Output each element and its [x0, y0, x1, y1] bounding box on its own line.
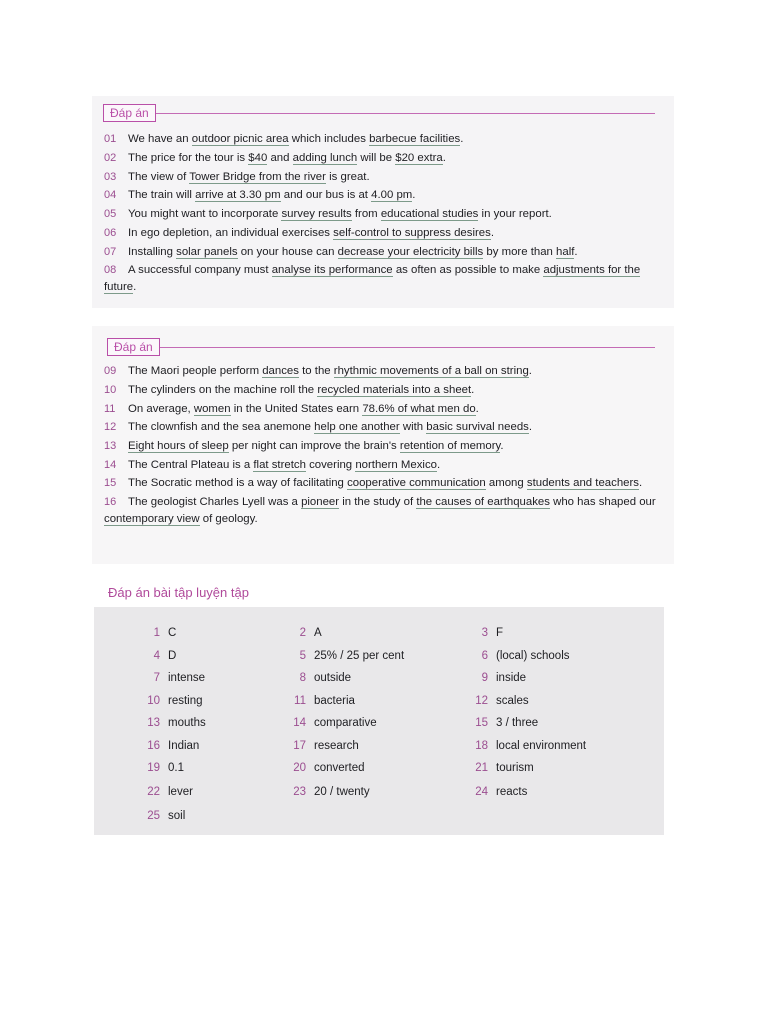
answer-number: 14: [104, 458, 117, 471]
practice-answer-text: (local) schools: [496, 650, 570, 662]
practice-answer: [134, 672, 205, 684]
sentence-text: The clownfish and the sea anemone: [128, 421, 315, 434]
section-1-heading: Đáp án: [103, 104, 156, 122]
practice-answer-text: intense: [168, 672, 206, 684]
practice-answer-number: 22: [147, 786, 160, 798]
answer-number: 02: [104, 151, 117, 164]
practice-answer-text: A: [314, 627, 322, 639]
underlined-answer: rhythmic movements of a ball on string: [333, 365, 529, 377]
section-2-heading: Đáp án: [107, 338, 160, 356]
practice-answer: [462, 627, 503, 639]
sentence-text: is great.: [325, 170, 370, 183]
sentence-text: The price for the tour is: [128, 151, 249, 164]
sentence-text: We have an: [128, 133, 192, 145]
practice-answer-number: 8: [299, 672, 306, 684]
practice-answer-number: 4: [153, 650, 160, 662]
practice-answer-text: C: [168, 627, 177, 639]
answer-item: [104, 456, 664, 475]
practice-answer: [462, 672, 526, 684]
practice-answer-number: 21: [475, 762, 488, 774]
practice-answer-text: resting: [168, 695, 203, 707]
answer-number: 10: [104, 383, 117, 396]
practice-answer-grid: [94, 607, 664, 835]
practice-answer: [134, 810, 185, 822]
answer-number: 06: [104, 226, 117, 239]
answer-number: 08: [104, 263, 117, 276]
practice-answer: [134, 717, 206, 729]
practice-answer: [280, 650, 404, 662]
sentence-text: The train will: [128, 189, 196, 202]
sentence-text: in the United States earn: [230, 402, 363, 415]
practice-answer-number: 20: [293, 762, 306, 774]
practice-answer-text: 3 / three: [496, 717, 539, 729]
sentence-text: The Central Plateau is a: [128, 458, 254, 471]
practice-answer: [462, 740, 586, 752]
practice-answer: [462, 695, 529, 707]
underlined-answer: analyse its performance: [271, 263, 393, 276]
practice-answer-text: mouths: [168, 717, 206, 729]
sentence-text: A successful company must: [128, 263, 272, 276]
underlined-answer: outdoor picnic area: [191, 133, 289, 145]
sentence-text: from: [351, 208, 381, 221]
practice-answer: [280, 672, 351, 684]
practice-answer-number: 12: [475, 695, 488, 707]
answer-number: 15: [104, 476, 117, 489]
sentence-text: of geology.: [199, 512, 258, 525]
sentence-text: .: [460, 133, 464, 145]
practice-answer: [134, 627, 176, 639]
section-1-header: [103, 104, 655, 122]
answer-number: 07: [104, 245, 117, 258]
underlined-answer: $20 extra: [395, 151, 443, 164]
sentence-text: The Socratic method is a way of facilitating: [128, 476, 348, 489]
practice-answer-text: lever: [168, 786, 193, 798]
practice-answer: [134, 695, 203, 707]
practice-answer-number: 17: [293, 740, 306, 752]
sentence-text: .: [490, 226, 494, 239]
sentence-text: on your house can: [237, 245, 338, 258]
underlined-answer: 78.6% of what men do: [362, 402, 476, 415]
underlined-answer: flat stretch: [253, 458, 306, 471]
underlined-answer: Eight hours of sleep: [128, 440, 229, 453]
underlined-answer: northern Mexico: [355, 458, 437, 471]
practice-answer-number: 6: [481, 650, 488, 662]
sentence-text: among: [485, 476, 527, 489]
underlined-answer: help one another: [314, 421, 400, 434]
answer-number: 13: [104, 440, 117, 453]
answer-item: [104, 168, 664, 187]
underlined-answer: basic survival needs: [426, 421, 529, 434]
underlined-answer: retention of memory: [399, 440, 501, 453]
practice-answer-text: soil: [168, 810, 186, 822]
sentence-text: On average,: [128, 402, 194, 415]
answer-item: [104, 243, 664, 262]
practice-answer: [462, 786, 527, 798]
practice-answer-text: local environment: [496, 740, 587, 752]
answer-item: [104, 418, 664, 437]
underlined-answer: the causes of earthquakes: [416, 495, 550, 508]
sentence-text: .: [471, 383, 475, 396]
practice-answer-number: 10: [147, 695, 160, 707]
sentence-text: .: [133, 280, 137, 293]
answer-item: [104, 149, 664, 168]
sentence-text: The Maori people perform: [128, 365, 263, 377]
underlined-answer: educational studies: [380, 208, 479, 221]
practice-answer-number: 16: [147, 740, 160, 752]
practice-answer-text: Indian: [168, 740, 200, 752]
underlined-answer: Tower Bridge from the river: [189, 170, 326, 183]
practice-answer: [134, 740, 199, 752]
sentence-text: per night can improve the brain's: [228, 440, 400, 453]
answer-item: [104, 494, 664, 528]
underlined-answer: adjustments for the future: [104, 263, 641, 293]
answer-item: [104, 130, 664, 149]
section-1-answer-list: [104, 130, 664, 298]
sentence-text: and: [267, 151, 293, 164]
underlined-answer: half: [556, 245, 575, 258]
underlined-answer: contemporary view: [104, 512, 200, 525]
sentence-text: with: [399, 421, 427, 434]
section-2-answer-list: [104, 362, 664, 530]
practice-answer: [280, 695, 355, 707]
practice-answer-number: 19: [147, 762, 160, 774]
practice-answer-text: outside: [314, 672, 352, 684]
underlined-answer: self-control to suppress desires: [333, 226, 491, 239]
practice-answer-text: inside: [496, 672, 527, 684]
practice-answer: [280, 627, 322, 639]
practice-answer-text: D: [168, 650, 177, 662]
practice-title: Đáp án bài tập luyện tập: [108, 585, 249, 600]
sentence-text: .: [500, 440, 504, 453]
answer-item: [104, 400, 664, 419]
answer-number: 12: [104, 421, 117, 434]
answer-item: [104, 186, 664, 205]
practice-answer-number: 1: [153, 627, 160, 639]
practice-answer: [280, 717, 377, 729]
answer-number: 05: [104, 208, 117, 221]
practice-answer-number: 13: [147, 717, 160, 729]
practice-answer-number: 15: [475, 717, 488, 729]
practice-answer-number: 25: [147, 810, 160, 822]
sentence-text: which includes: [288, 133, 370, 145]
sentence-text: .: [528, 421, 533, 434]
practice-answer: [462, 762, 534, 774]
underlined-answer: cooperative communication: [347, 476, 486, 489]
sentence-text: will be: [357, 151, 396, 164]
sentence-text: in the study of: [339, 495, 417, 508]
underlined-answer: barbecue facilities: [369, 133, 461, 145]
practice-answer-number: 9: [481, 672, 488, 684]
sentence-text: to the: [298, 365, 334, 377]
section-2-header: [107, 338, 655, 356]
practice-answer-number: 24: [475, 786, 488, 798]
underlined-answer: arrive at 3.30 pm: [195, 189, 281, 202]
sentence-text: .: [412, 189, 416, 202]
practice-answer-text: tourism: [496, 762, 534, 774]
practice-answer-text: converted: [314, 762, 365, 774]
answer-number: 04: [104, 189, 117, 202]
sentence-text: and our bus is at: [280, 189, 372, 202]
sentence-text: .: [475, 402, 479, 415]
sentence-text: In ego depletion, an individual exercises: [128, 226, 334, 239]
underlined-answer: survey results: [281, 208, 352, 221]
underlined-answer: $40: [248, 151, 268, 164]
underlined-answer: 4.00 pm: [371, 189, 413, 202]
sentence-text: Installing: [128, 245, 177, 258]
practice-answer-number: 7: [153, 672, 160, 684]
practice-answer-number: 23: [293, 786, 306, 798]
practice-answer: [280, 740, 359, 752]
underlined-answer: pioneer: [301, 495, 340, 508]
answer-number: 11: [104, 402, 116, 415]
sentence-text: in your report.: [478, 208, 552, 221]
underlined-answer: recycled materials into a sheet: [317, 383, 472, 396]
practice-answer-text: reacts: [496, 786, 528, 798]
underlined-answer: decrease your electricity bills: [337, 245, 484, 258]
sentence-text: .: [442, 151, 446, 164]
sentence-text: The view of: [128, 170, 190, 183]
underlined-answer: solar panels: [176, 245, 238, 258]
practice-answer-number: 2: [299, 627, 306, 639]
practice-answer: [134, 650, 176, 662]
practice-answer: [280, 786, 370, 798]
answer-item: [104, 262, 664, 296]
practice-answer-number: 11: [294, 695, 306, 707]
underlined-answer: students and teachers: [526, 476, 639, 489]
practice-answer: [280, 762, 365, 774]
sentence-text: You might want to incorporate: [128, 208, 282, 221]
sentence-text: .: [574, 245, 578, 258]
answer-number: 03: [104, 170, 117, 183]
practice-answer-number: 14: [293, 717, 306, 729]
sentence-text: as often as possible to make: [392, 263, 544, 276]
sentence-text: covering: [305, 458, 356, 471]
practice-answer: [462, 650, 570, 662]
sentence-text: .: [639, 476, 643, 489]
sentence-text: .: [436, 458, 441, 471]
answer-item: [104, 205, 664, 224]
sentence-text: by more than: [483, 245, 557, 258]
practice-answer-number: 5: [299, 650, 306, 662]
sentence-text: The cylinders on the machine roll the: [128, 383, 318, 396]
practice-answer: [462, 717, 538, 729]
answer-item: [104, 437, 664, 456]
practice-answer-text: F: [496, 627, 504, 639]
practice-answer-number: 18: [475, 740, 488, 752]
answer-item: [104, 381, 664, 400]
practice-answer: [134, 762, 184, 774]
section-1-divider: [156, 113, 655, 114]
underlined-answer: adding lunch: [292, 151, 358, 164]
sentence-text: .: [528, 365, 532, 377]
answer-number: 16: [104, 495, 117, 508]
practice-answer-text: comparative: [314, 717, 377, 729]
sentence-text: The geologist Charles Lyell was a: [128, 495, 302, 508]
answer-number: 01: [104, 133, 117, 145]
practice-answer-text: 25% / 25 per cent: [314, 650, 405, 662]
practice-answer-text: 0.1: [168, 762, 184, 774]
answer-number: 09: [104, 365, 117, 377]
practice-answer-text: bacteria: [314, 695, 355, 707]
underlined-answer: women: [193, 402, 231, 415]
sentence-text: who has shaped our: [549, 495, 656, 508]
answer-item: [104, 475, 664, 492]
practice-answer-text: scales: [496, 695, 529, 707]
practice-answer-number: 3: [481, 627, 488, 639]
section-2-divider: [160, 347, 655, 348]
answer-item: [104, 224, 664, 243]
practice-answer: [134, 786, 193, 798]
answer-item: [104, 362, 664, 381]
practice-answer-text: 20 / twenty: [314, 786, 370, 798]
underlined-answer: dances: [262, 365, 299, 377]
practice-answer-text: research: [314, 740, 359, 752]
